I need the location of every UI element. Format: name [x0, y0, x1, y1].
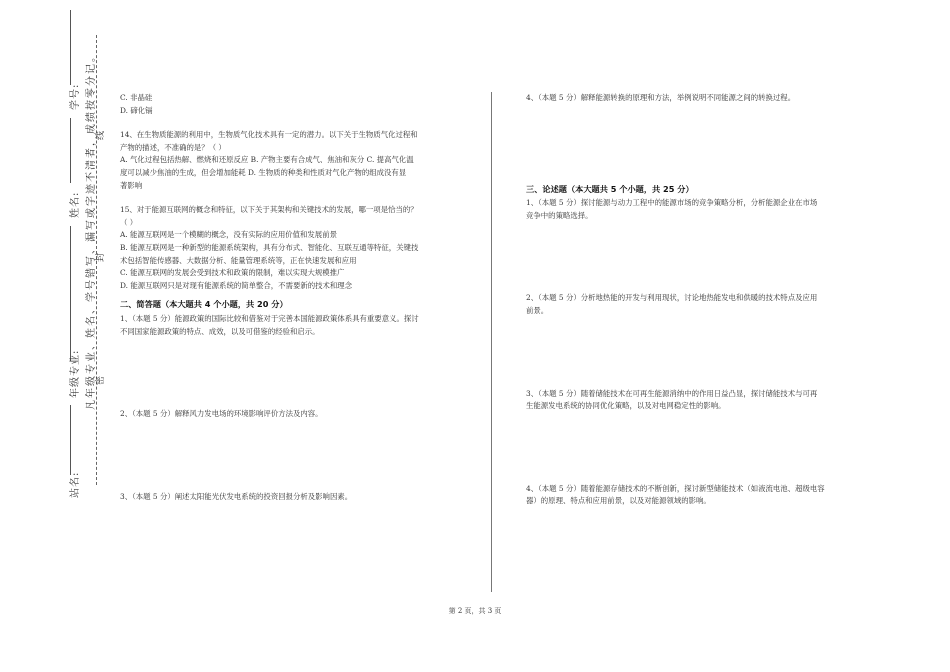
- seal-mi: 密: [96, 374, 106, 385]
- page-footer: 第 2 页，共 3 页: [448, 607, 502, 615]
- section-3-title: 三、论述题（本大题共 5 个小题，共 25 分）: [526, 183, 694, 194]
- binding-warning: 凡年级专业、姓名、学号错写、漏写或字迹不清者，成绩按零分记。: [86, 50, 97, 410]
- s3-q4-line2: 器）的原理、特点和应用前景，以及对能源领域的影响。: [526, 496, 711, 506]
- section-2-title: 二、简答题（本大题共 4 个小题，共 20 分）: [120, 299, 288, 310]
- seal-xian: 线: [96, 129, 106, 140]
- column-divider: [491, 92, 492, 592]
- s3-q2-line2: 前景。: [526, 305, 549, 315]
- q14-options-3: 著影响: [120, 180, 143, 190]
- q15-option-b1: B. 能源互联网是一种新型的能源系统架构，具有分布式、智能化、互联互通等特征，关键技: [120, 242, 419, 252]
- right-column: [526, 92, 871, 508]
- label-zhanming: 站名:: [70, 471, 81, 498]
- q15-option-c: C. 能源互联网的发展会受到技术和政策的限制，难以实现大规模推广: [120, 268, 345, 278]
- s3-q4-line1: 4、（本题 5 分）随着能源存储技术的不断创新，探讨新型储能技术（如液流电池、超级电容: [526, 483, 825, 493]
- s2-q3: 3、（本题 5 分）阐述太阳能光伏发电系统的投资回报分析及影响因素。: [120, 491, 353, 501]
- s3-q1-line2: 竞争中的策略选择。: [526, 210, 593, 220]
- q15-option-d: D. 能源互联网只是对现有能源系统的简单整合，不需要新的技术和理念: [120, 280, 353, 290]
- label-xuehao: 学号:: [70, 83, 81, 110]
- q14-options-2: 度可以减少焦油的生成，但会增加能耗 D. 生物质的种类和性质对气化产物的组成没有显: [120, 167, 407, 177]
- label-nianji: 年级专业:: [70, 349, 81, 398]
- s2-q1-line2: 不同国家能源政策的特点、成效，以及可借鉴的经验和启示。: [120, 326, 320, 336]
- q13-option-d: D. 碲化镉: [120, 105, 153, 115]
- binding-line-top: [70, 10, 71, 85]
- seal-feng: 封: [96, 251, 106, 262]
- binding-line-mid1: [70, 118, 71, 183]
- q14-options-1: A. 气化过程包括热解、燃烧和还原反应 B. 产物主要有合成气、焦油和灰分 C. 提高气化温: [120, 155, 414, 165]
- s3-q3-line1: 3、（本题 5 分）随着储能技术在可再生能源消纳中的作用日益凸显，探讨储能技术与可再: [526, 388, 818, 398]
- s3-q3-line2: 生能源发电系统的协同优化策略，以及对电网稳定性的影响。: [526, 401, 726, 411]
- s2-q2: 2、（本题 5 分）解释风力发电场的环境影响评价方法及内容。: [120, 409, 323, 419]
- q13-option-c: C. 非晶硅: [120, 93, 153, 102]
- q14-stem-2: 产物的描述，不准确的是？（ ）: [120, 142, 226, 152]
- q15-option-a: A. 能源互联网是一个模糊的概念，没有实际的应用价值和发展前景: [120, 230, 337, 240]
- q15-stem-1: 15、对于能源互联网的概念和特征，以下关于其架构和关键技术的发展，哪一项是恰当的？: [120, 205, 418, 215]
- left-column: [120, 92, 465, 503]
- s3-q2-line1: 2、（本题 5 分）分析地热能的开发与利用现状，讨论地热能发电和供暖的技术特点及应用: [526, 293, 818, 303]
- q15-stem-2: （ ）: [120, 217, 138, 227]
- s3-q1-line1: 1、（本题 5 分）探讨能源与动力工程中的能源市场的竞争策略分析，分析能源企业在市场: [526, 198, 818, 208]
- binding-margin: [0, 0, 110, 672]
- s2-q1-line1: 1、（本题 5 分）能源政策的国际比较和借鉴对于完善本国能源政策体系具有重要意义。探讨: [120, 313, 419, 323]
- binding-line-mid3: [70, 405, 71, 475]
- label-xingming: 姓名:: [70, 191, 81, 218]
- q14-stem-1: 14、在生物质能源的利用中，生物质气化技术具有一定的潜力。以下关于生物质气化过程和: [120, 130, 418, 140]
- s2-q4: 4、（本题 5 分）解释能源转换的原理和方法，举例说明不同能源之间的转换过程。: [526, 93, 796, 102]
- binding-line-mid2: [70, 226, 71, 361]
- q15-option-b2: 术包括智能传感器、大数据分析、能量管理系统等，正在快速发展和应用: [120, 255, 357, 265]
